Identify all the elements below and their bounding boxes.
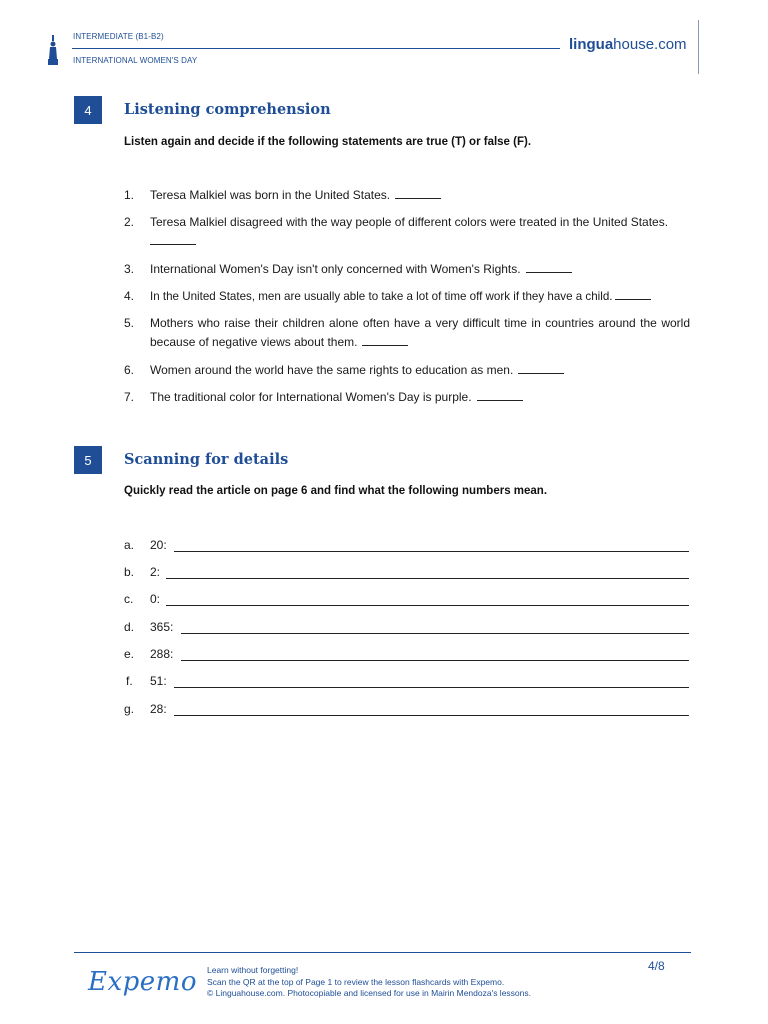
section-number: 4 <box>74 96 102 124</box>
item-letter: b. <box>124 565 135 579</box>
statement-text: Women around the world have the same rights to education as men. <box>150 363 514 377</box>
statement-text: Teresa Malkiel disagreed with the way people of different colors were treated in the United States. <box>150 215 669 229</box>
list-item <box>124 536 167 555</box>
item-letter: a. <box>124 538 135 552</box>
item-value: 365: <box>150 620 174 634</box>
answer-blank[interactable] <box>477 388 523 401</box>
item-value: 28: <box>150 702 167 716</box>
brand-logo <box>569 36 687 53</box>
page-number: 4/8 <box>648 959 665 973</box>
item-value: 0: <box>150 592 161 606</box>
statue-of-liberty-icon <box>46 35 60 65</box>
item-value: 288: <box>150 647 174 661</box>
statement-text: The traditional color for International Women's Day is purple. <box>150 390 472 404</box>
statement-text: In the United States, men are usually able to take a lot of time off work if they have a child. <box>150 290 613 303</box>
answer-line[interactable] <box>181 633 689 634</box>
item-number: 5. <box>124 316 135 330</box>
expemo-logo: Expemo <box>88 967 197 997</box>
level-label: INTERMEDIATE (B1-B2) <box>73 32 164 41</box>
footer-tagline: Learn without forgetting! <box>207 965 299 975</box>
brand-rest: house.com <box>613 36 687 53</box>
footer-rule <box>74 952 691 953</box>
item-number: 6. <box>124 363 135 377</box>
list-item <box>124 590 161 609</box>
list-item <box>124 213 690 251</box>
item-number: 3. <box>124 262 135 276</box>
section-title: Listening comprehension <box>124 101 331 118</box>
item-letter: e. <box>124 647 135 661</box>
item-letter: f. <box>126 674 133 688</box>
item-number: 4. <box>124 289 135 303</box>
item-number: 2. <box>124 215 135 229</box>
answer-line[interactable] <box>166 578 689 579</box>
footer-copyright: © Linguahouse.com. Photocopiable and licensed for use in Mairin Mendoza's lessons. <box>207 988 531 998</box>
header-rule <box>72 48 560 49</box>
answer-blank[interactable] <box>150 232 196 245</box>
item-value: 51: <box>150 674 167 688</box>
answer-line[interactable] <box>174 687 689 688</box>
list-item <box>124 563 161 582</box>
answer-blank[interactable] <box>362 333 408 346</box>
list-item <box>124 314 690 352</box>
footer-qr-note: Scan the QR at the top of Page 1 to review the lesson flashcards with Expemo. <box>207 976 505 987</box>
list-item <box>124 700 167 719</box>
statement-text: Teresa Malkiel was born in the United States. <box>150 188 391 202</box>
answer-blank[interactable] <box>518 361 564 374</box>
brand-bold: lingua <box>569 36 614 53</box>
item-number: 1. <box>124 188 135 202</box>
statement-text: Mothers who raise their children alone often have a very difficult time in countries around the world because of negative views about them. <box>150 316 690 349</box>
item-letter: d. <box>124 620 135 634</box>
section-instruction: Listen again and decide if the following statements are true (T) or false (F). <box>124 136 532 148</box>
answer-line[interactable] <box>174 551 689 552</box>
list-item <box>126 672 167 691</box>
header-vertical-rule <box>698 20 699 74</box>
topic-label: INTERNATIONAL WOMEN'S DAY <box>73 56 198 65</box>
answer-blank[interactable] <box>395 186 441 199</box>
answer-blank[interactable] <box>526 260 572 273</box>
footer-text <box>207 965 531 1000</box>
item-value: 20: <box>150 538 167 552</box>
answer-line[interactable] <box>181 660 689 661</box>
item-letter: g. <box>124 702 135 716</box>
answer-line[interactable] <box>174 715 689 716</box>
statement-text: International Women's Day isn't only concerned with Women's Rights. <box>150 262 521 276</box>
answer-line[interactable] <box>166 605 689 606</box>
section-number: 5 <box>74 446 102 474</box>
section-title: Scanning for details <box>124 451 289 468</box>
item-value: 2: <box>150 565 161 579</box>
item-number: 7. <box>124 390 135 404</box>
section-instruction: Quickly read the article on page 6 and find what the following numbers mean. <box>124 485 548 497</box>
list-item <box>124 618 174 637</box>
list-item <box>124 645 174 664</box>
answer-blank[interactable] <box>615 287 651 300</box>
item-letter: c. <box>124 592 134 606</box>
